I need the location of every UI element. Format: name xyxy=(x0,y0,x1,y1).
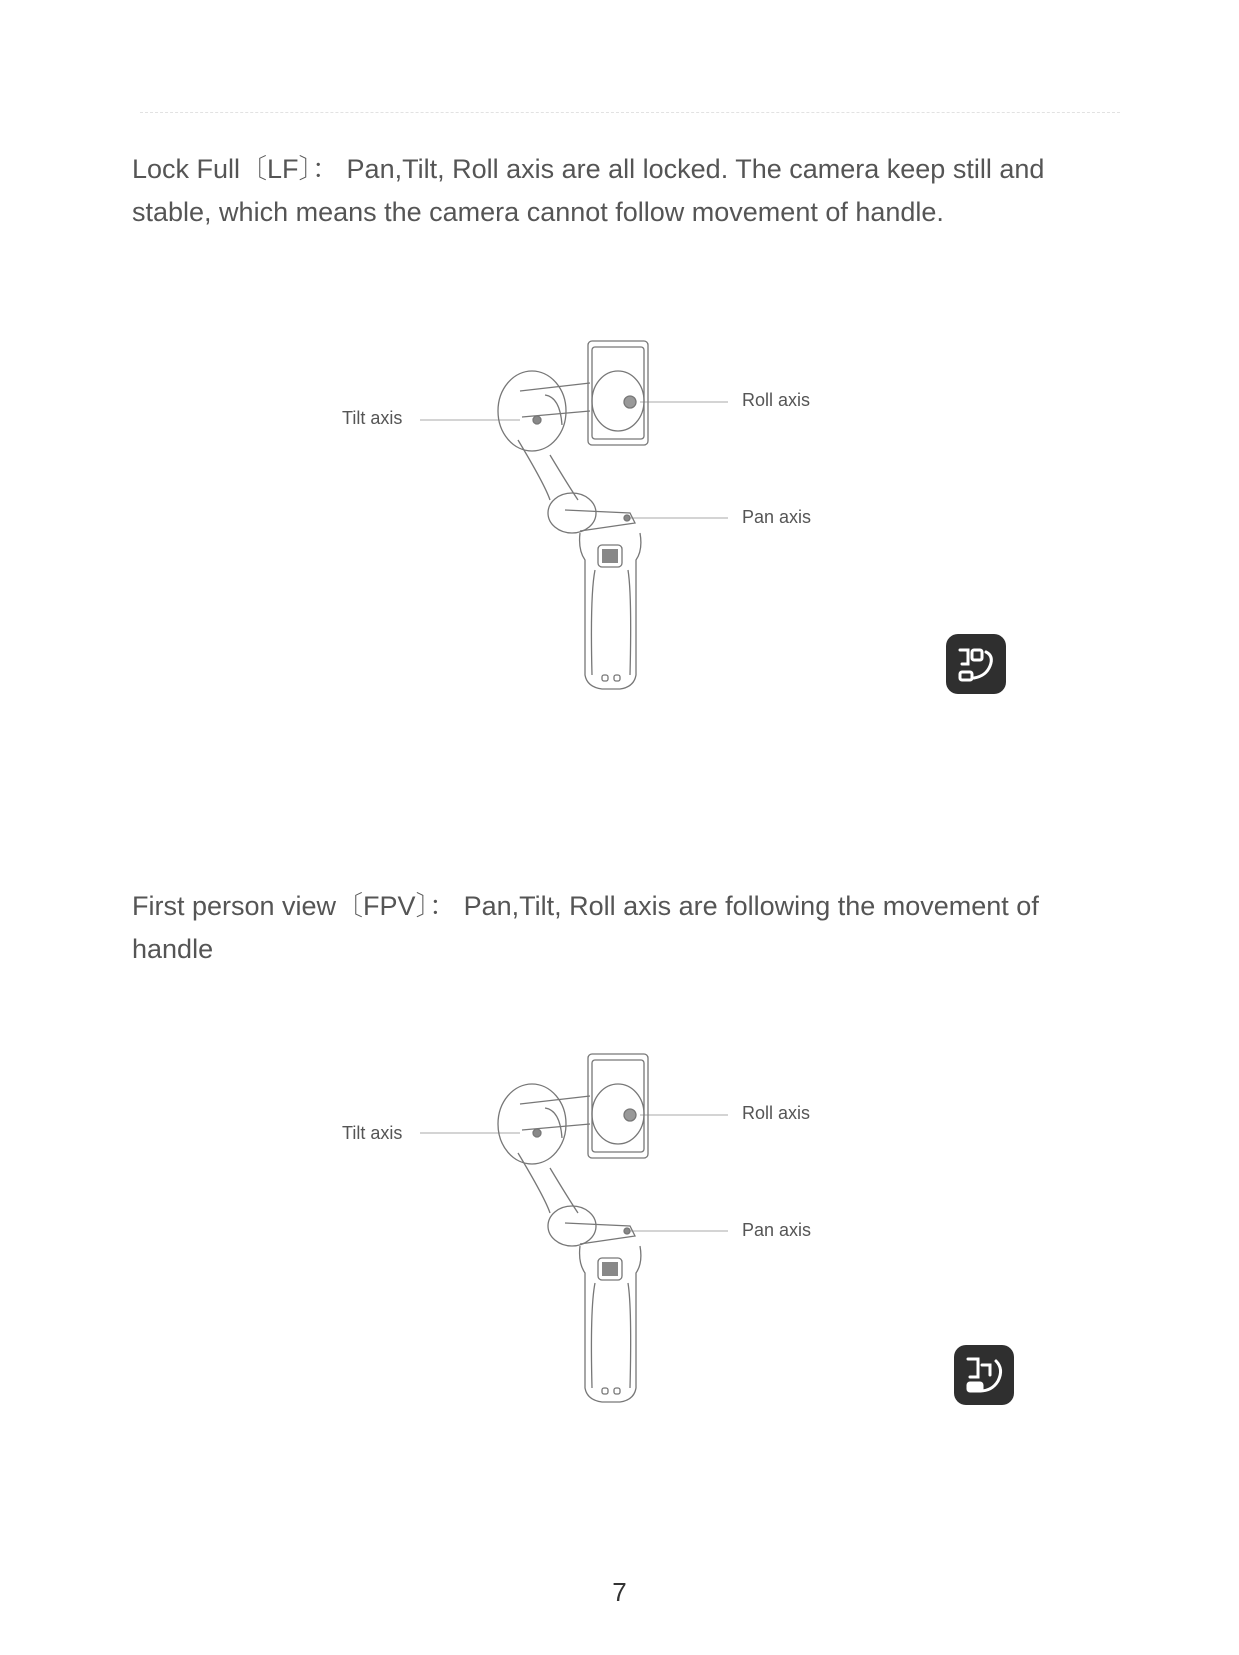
fpv-gimbal-diagram xyxy=(340,1048,860,1408)
fpv-mode-icon xyxy=(954,1345,1014,1405)
lock-full-description: Lock Full〔LF〕： Pan,Tilt, Roll axis are all locked. The camera keep still and stable, which means the camera cannot follow movement of handle. xyxy=(132,154,1045,227)
roll-axis-label: Roll axis xyxy=(742,390,811,410)
tilt-axis-label: Tilt axis xyxy=(342,1123,403,1143)
pan-axis-label: Pan axis xyxy=(742,1220,812,1240)
lock-full-mode-icon xyxy=(946,634,1006,694)
roll-axis-label: Roll axis xyxy=(742,1103,811,1123)
tilt-axis-label: Tilt axis xyxy=(342,408,403,428)
page-number: 7 xyxy=(612,1577,627,1607)
lock-full-gimbal-diagram xyxy=(340,335,860,695)
fpv-description: First person view〔FPV〕： Pan,Tilt, Roll axis are following the movement of handle xyxy=(132,891,1039,964)
top-rule xyxy=(140,112,1120,113)
pan-axis-label: Pan axis xyxy=(742,507,812,527)
